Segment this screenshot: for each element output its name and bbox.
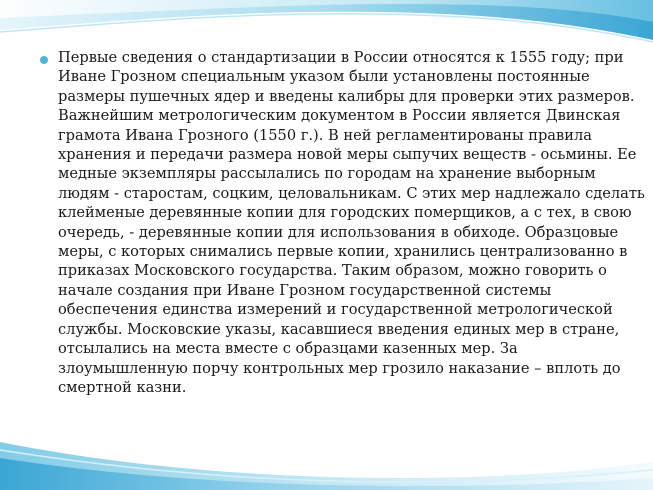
paragraph-line: Важнейшим метрологическим документом в России является Двинская xyxy=(58,107,621,125)
slide-content xyxy=(40,48,645,397)
bullet-item xyxy=(40,48,645,397)
paragraph-line: Иване Грозном специальным указом были установлены постоянные xyxy=(58,68,590,86)
paragraph-line: людям - старостам, соцким, целовальникам. С этих мер надлежало сделать xyxy=(58,184,645,202)
paragraph-line: отсылались на места вместе с образцами казенных мер. За xyxy=(58,340,518,358)
bottom-wave-decoration xyxy=(0,420,653,490)
paragraph-line: размеры пушечных ядер и введены калибры для проверки этих размеров. xyxy=(58,87,635,105)
paragraph-line: очередь, - деревянные копии для использования в обиходе. Образцовые xyxy=(58,223,619,241)
paragraph-line: грамота Ивана Грозного (1550 г.). В ней регламентированы правила xyxy=(58,126,592,144)
bullet-dot-icon xyxy=(40,56,48,64)
paragraph-line: службы. Московские указы, касавшиеся введения единых мер в стране, xyxy=(58,320,620,338)
paragraph-line: хранения и передачи размера новой меры сыпучих веществ - осьмины. Ее xyxy=(58,146,637,164)
body-paragraph xyxy=(58,48,645,397)
paragraph-line: обеспечения единства измерений и государственной метрологической xyxy=(58,301,613,319)
paragraph-line: клейменые деревянные копии для городских померщиков, а с тех, в свою xyxy=(58,204,632,222)
paragraph-line: Первые сведения о стандартизации в России относятся к 1555 году; при xyxy=(58,49,624,66)
paragraph-line: злоумышленную порчу контрольных мер грозило наказание – вплоть до xyxy=(58,359,621,377)
paragraph-line: медные экземпляры рассылались по городам на хранение выборным xyxy=(58,165,596,183)
paragraph-line: начале создания при Иване Грозном государственной системы xyxy=(58,281,552,299)
paragraph-line: меры, с которых снимались первые копии, хранились централизованно в xyxy=(58,243,628,261)
paragraph-line: смертной казни. xyxy=(58,378,187,396)
paragraph-line: приказах Московского государства. Таким образом, можно говорить о xyxy=(58,262,607,280)
